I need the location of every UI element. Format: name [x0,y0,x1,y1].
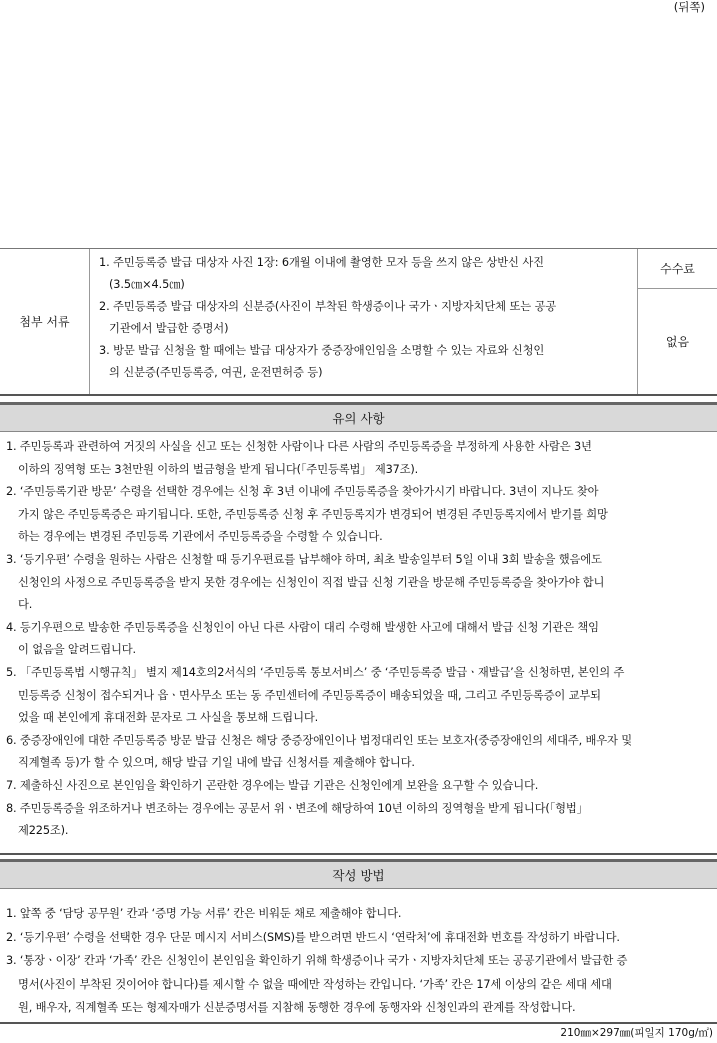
page-side-label: (뒤쪽) [673,0,705,14]
note-item: 3. ‘등기우편’ 수령을 원하는 사람은 신청할 때 등기우편료를 납부해야 하며, 최초 발송일부터 5일 이내 3회 발송을 했음에도 신청인의 사정으로 주민등록증을 받지 못한 경우에는 신청인이 직접 발급 신청 기관을 방문해 주민등록증을 찾아가야 합니 다. [6,552,605,612]
note-item: 5. 「주민등록법 시행규칙」 별지 제14호의2서식의 ‘주민등록 통보서비스’ 중 ‘주민등록증 발급ㆍ재발급’을 신청하면, 본인의 주 민등록증 신청이 접수되거나 읍ㆍ면사무소 또는 동 주민센터에 주민등록증이 배송되었을 때, 그리고 주민등록증이 교부되 었을 때 본인에게 휴대전화 문자로 그 사실을 통보해 드립니다. [6,665,625,725]
method-item: 2. ‘등기우편’ 수령을 선택한 경우 단문 메시지 서비스(SMS)를 받으려면 반드시 ‘연락처’에 휴대전화 번호를 작성하기 바랍니다. [6,930,620,944]
notes-title: 유의 사항 [0,402,717,432]
attachment-item: 2. 주민등록증 발급 대상자의 신분증(사진이 부착된 학생증이나 국가ㆍ지방자치단체 또는 공공 기관에서 발급한 증명서) [99,300,557,335]
method-list [0,898,717,1020]
attachments-table [0,248,717,396]
bottom-rule [0,1022,717,1024]
notes-list [0,433,717,843]
note-item: 8. 주민등록증을 위조하거나 변조하는 경우에는 공문서 위ㆍ변조에 해당하여 10년 이하의 징역형을 받게 됩니다(「형법」 제225조). [6,801,588,838]
fee-header: 수수료 [638,249,717,289]
method-item: 1. 앞쪽 중 ‘담당 공무원’ 칸과 ‘증명 가능 서류’ 칸은 비워둔 채로 제출해야 합니다. [6,907,402,920]
method-item: 3. ‘통장ㆍ이장’ 칸과 ‘가족’ 칸은 신청인이 본인임을 확인하기 위해 학생증이나 국가ㆍ지방자치단체 또는 공공기관에서 발급한 증 명서(사진이 부착된 것이어야 합니다)를 제시할 수 없을 때에만 작성하는 칸입니다. ‘가족’ 칸은 17세 이상의 같은 세대 세대 원, 배우자, 직계혈족 또는 형제자매가 신분증명서를 지참해 동행한 경우에 동행자와 신청인과의 관계를 작성합니다. [6,954,628,1014]
attachment-item: 1. 주민등록증 발급 대상자 사진 1장: 6개월 이내에 촬영한 모자 등을 쓰지 않은 상반신 사진 (3.5㎝×4.5㎝) [99,256,544,291]
note-item: 7. 제출하신 사진으로 본인임을 확인하기 곤란한 경우에는 발급 기관은 신청인에게 보완을 요구할 수 있습니다. [6,778,539,792]
attachments-list [90,249,638,394]
paper-spec: 210㎜×297㎜(피일지 170g/㎡) [560,1027,713,1039]
note-item: 4. 등기우편으로 발송한 주민등록증을 신청인이 아닌 다른 사람이 대리 수령해 발생한 사고에 대해서 발급 신청 기관은 책임 이 없음을 알려드립니다. [6,620,599,657]
note-item: 1. 주민등록과 관련하여 거짓의 사실을 신고 또는 신청한 사람이나 다른 사람의 주민등록증을 부정하게 사용한 사람은 3년 이하의 징역형 또는 3천만원 이하의 벌금형을 받게 됩니다(「주민등록법」 제37조). [6,440,592,476]
note-item: 6. 중증장애인에 대한 주민등록증 방문 발급 신청은 해당 중증장애인이나 법정대리인 또는 보호자(중증장애인의 세대주, 배우자 및 직계혈족 등)가 할 수 있으며, 해당 발급 기일 내에 발급 신청서를 제출해야 합니다. [6,733,633,770]
fee-value: 없음 [665,335,690,349]
note-item: 2. ‘주민등록기관 방문’ 수령을 선택한 경우에는 신청 후 3년 이내에 주민등록증을 찾아가시기 바랍니다. 3년이 지나도 찾아 가지 않은 주민등록증은 파기됩니다. 또한, 주민등록증 신청 후 주민등록지가 변경되어 변경된 주민등록지에서 받기를 희망 하는 경우에는 변경된 주민등록 기관에서 주민등록증을 수령할 수 있습니다. [6,485,608,544]
section-divider [0,853,717,855]
fee-column [638,249,717,394]
attachments-header: 첨부 서류 [0,249,90,394]
attachment-item: 3. 방문 발급 신청을 할 때에는 발급 대상자가 중증장애인임을 소명할 수 있는 자료와 신청인 의 신분증(주민등록증, 여권, 운전면허증 등) [99,344,545,379]
method-title: 작성 방법 [0,859,717,889]
